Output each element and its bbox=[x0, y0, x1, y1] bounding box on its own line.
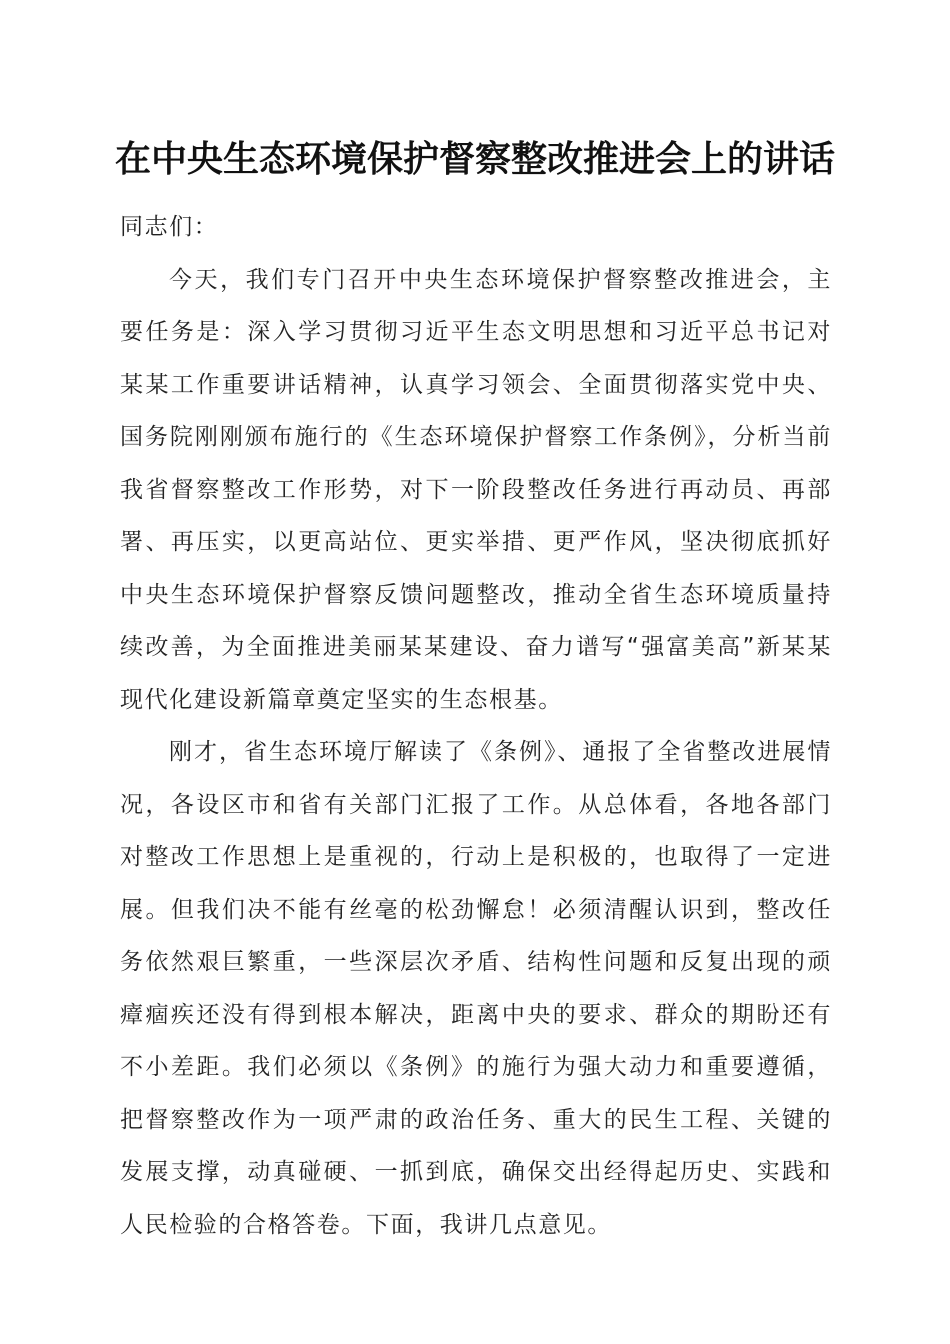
paragraph-1: 今天，我们专门召开中央生态环境保护督察整改推进会，主要任务是：深入学习贯彻习近平生态文明思想和习近平总书记对某某工作重要讲话精神，认真学习领会、全面贯彻落实党中央、国务院刚刚颁布施行的《生态环境保护督察工作条例》，分析当前我省督察整改工作形势，对下一阶段整改任务进行再动员、再部署、再压实，以更高站位、更实举措、更严作风，坚决彻底抓好中央生态环境保护督察反馈问题整改，推动全省生态环境质量持续改善，为全面推进美丽某某建设、奋力谱写“强富美高”新某某现代化建设新篇章奠定坚实的生态根基。 bbox=[120, 266, 832, 713]
paragraph-2: 刚才，省生态环境厅解读了《条例》、通报了全省整改进展情况，各设区市和省有关部门汇报了工作。从总体看，各地各部门对整改工作思想上是重视的，行动上是积极的，也取得了一定进展。但我们决不能有丝毫的松劲懈怠！必须清醒认识到，整改任务依然艰巨繁重，一些深层次矛盾、结构性问题和反复出现的顽瘴痼疾还没有得到根本解决，距离中央的要求、群众的期盼还有不小差距。我们必须以《条例》的施行为强大动力和重要遵循，把督察整改作为一项严肃的政治任务、重大的民生工程、关键的发展支撑，动真碰硬、一抓到底，确保交出经得起历史、实践和人民检验的合格答卷。下面，我讲几点意见。 bbox=[120, 739, 832, 1238]
salutation: 同志们： bbox=[120, 214, 219, 240]
document-title: 在中央生态环境保护督察整改推进会上的讲话 bbox=[114, 138, 835, 180]
document-body bbox=[120, 200, 832, 1251]
